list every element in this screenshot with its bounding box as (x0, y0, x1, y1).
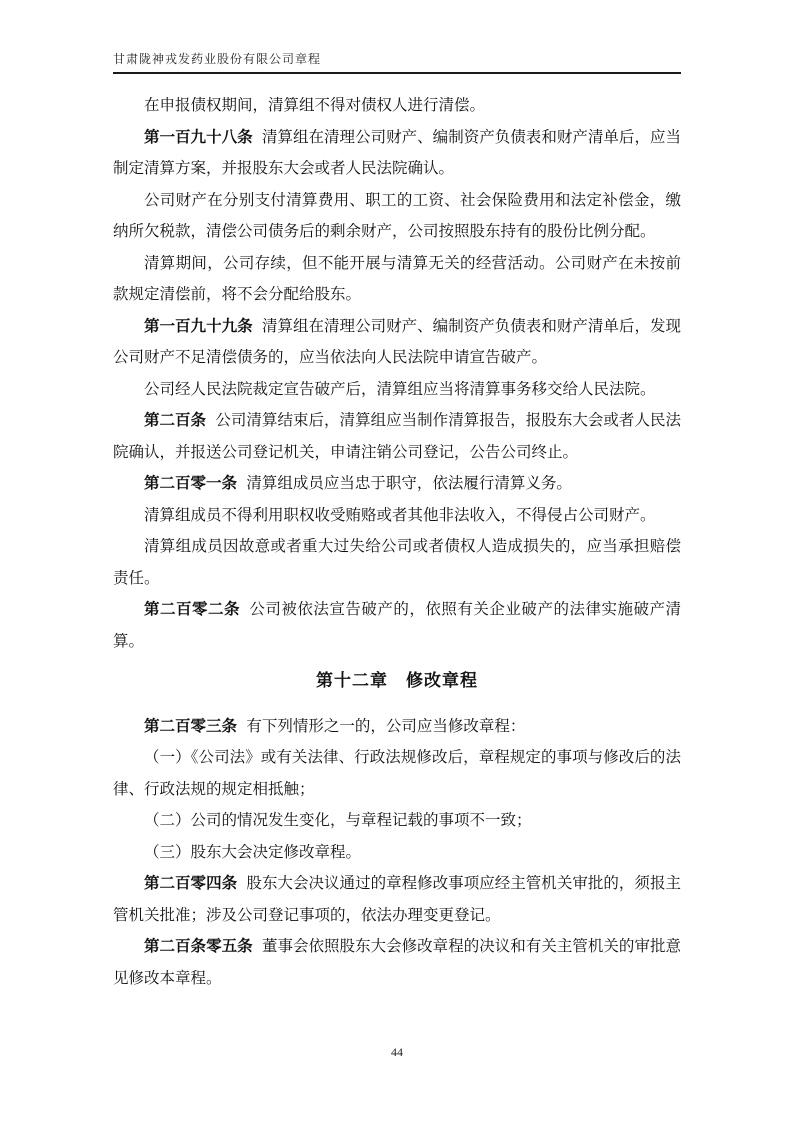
paragraph (113, 122, 681, 185)
paragraph-text: 公司财产在分别支付清算费用、职工的工资、社会保险费用和法定补偿金，缴纳所欠税款，清偿公司债务后的剩余财产，公司按照股东持有的股份比例分配。 (113, 191, 681, 240)
paragraph (113, 500, 681, 532)
paragraph-text: 清算组成员应当忠于职守，依法履行清算义务。 (246, 475, 572, 492)
paragraph-text: 清算期间，公司存续，但不能开展与清算无关的经营活动。公司财产在未按前款规定清偿前，将不会分配给股东。 (113, 254, 681, 303)
paragraph-text: 股东大会决议通过的章程修改事项应经主管机关审批的，须报主管机关批准；涉及公司登记事项的，依法办理变更登记。 (113, 875, 681, 924)
paragraph-text: 在申报债权期间，清算组不得对债权人进行清偿。 (144, 97, 486, 114)
paragraph (113, 90, 681, 122)
paragraph-text: 清算组在清理公司财产、编制资产负债表和财产清单后，应当制定清算方案，并报股东大会或者人民法院确认。 (113, 128, 681, 177)
paragraph-text: （二）公司的情况发生变化，与章程记载的事项不一致； (144, 812, 532, 829)
paragraph-text: 清算组在清理公司财产、编制资产负债表和财产清单后，发现公司财产不足清偿债务的，应当依法向人民法院申请宣告破产。 (113, 317, 681, 366)
paragraph (113, 931, 681, 994)
document-body (113, 90, 681, 994)
paragraph (113, 311, 681, 374)
paragraph (113, 248, 681, 311)
paragraph-text: 公司被依法宣告破产的，依照有关企业破产的法律实施破产清算。 (113, 601, 681, 650)
paragraph (113, 805, 681, 837)
article-number: 第二百条 (144, 412, 207, 429)
page-header (113, 50, 681, 82)
paragraph (113, 868, 681, 931)
article-number: 第一百九十九条 (144, 317, 253, 335)
article-number: 第二百条零五条 (144, 938, 253, 955)
paragraph-text: （一）《公司法》或有关法律、行政法规修改后，章程规定的事项与修改后的法律、行政法规的规定相抵触； (113, 749, 681, 798)
paragraph (113, 531, 681, 594)
paragraph (113, 374, 681, 406)
paragraph (113, 405, 681, 468)
header-title: 甘肃陇神戎发药业股份有限公司章程 (113, 52, 322, 66)
article-number: 第二百零三条 (144, 717, 238, 735)
paragraph (113, 742, 681, 805)
paragraph (113, 837, 681, 869)
article-number: 第二百零二条 (144, 601, 241, 618)
paragraph-text: （三）股东大会决定修改章程。 (144, 843, 362, 861)
article-number: 第二百零一条 (144, 475, 238, 492)
paragraph-text: 公司清算结束后，清算组应当制作清算报告，报股东大会或者人民法院确认，并报送公司登记机关，申请注销公司登记，公告公司终止。 (113, 412, 681, 461)
paragraph-text: 董事会依照股东大会修改章程的决议和有关主管机关的审批意见修改本章程。 (113, 938, 681, 987)
article-number: 第二百零四条 (144, 875, 238, 892)
header-rule (113, 72, 681, 74)
paragraph (113, 594, 681, 657)
paragraph-text: 清算组成员不得利用职权收受贿赂或者其他非法收入，不得侵占公司财产。 (144, 506, 656, 524)
paragraph-text: 有下列情形之一的，公司应当修改章程： (246, 717, 526, 735)
paragraph (113, 468, 681, 500)
article-number: 第一百九十八条 (144, 128, 253, 146)
page-number: 44 (391, 1045, 403, 1059)
chapter-heading: 第十二章 修改章程 (316, 671, 478, 690)
paragraph-text: 公司经人民法院裁定宣告破产后，清算组应当将清算事务移交给人民法院。 (144, 380, 656, 398)
paragraph (113, 711, 681, 743)
paragraph-text: 清算组成员因故意或者重大过失给公司或者债权人造成损失的，应当承担赔偿责任。 (113, 538, 681, 587)
paragraph (113, 185, 681, 248)
